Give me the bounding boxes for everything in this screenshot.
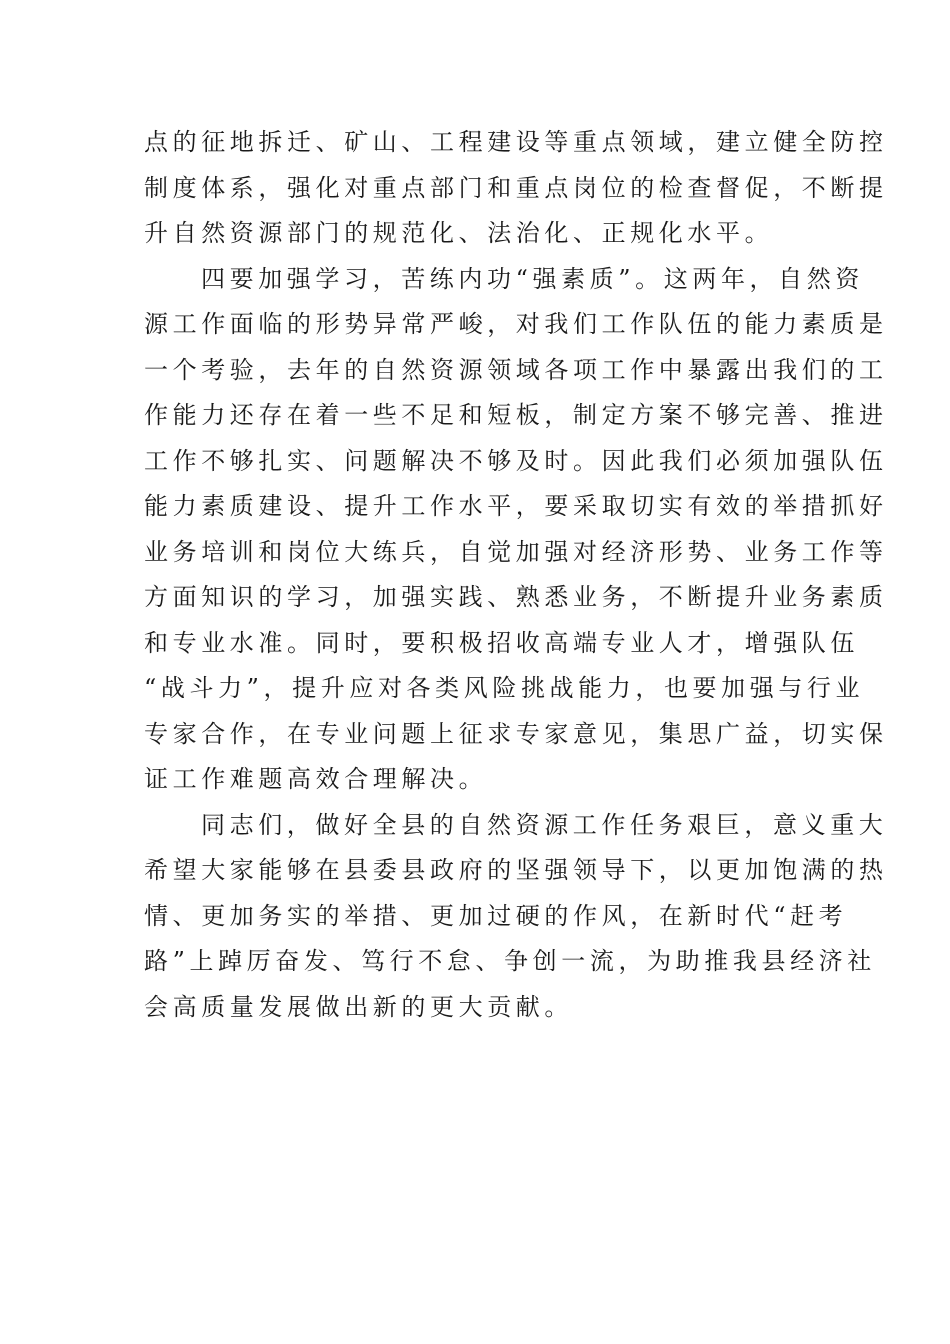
text-line: 专家合作，在专业问题上征求专家意见，集思广益，切实保 <box>144 719 888 748</box>
text-line: 制度体系，强化对重点部门和重点岗位的检查督促，不断提 <box>144 173 888 202</box>
text-line: 一个考验，去年的自然资源领域各项工作中暴露出我们的工 <box>144 355 888 384</box>
text-line: 点的征地拆迁、矿山、工程建设等重点领域，建立健全防控 <box>144 128 888 156</box>
text-line: 方面知识的学习，加强实践、熟悉业务，不断提升业务素质 <box>144 583 888 611</box>
text-line: 业务培训和岗位大练兵，自觉加强对经济形势、业务工作等 <box>144 537 888 566</box>
text-line: “战斗力”，提升应对各类风险挑战能力，也要加强与行业 <box>144 674 865 702</box>
text-line: 工作不够扎实、问题解决不够及时。因此我们必须加强队伍 <box>144 446 888 475</box>
paragraph <box>144 257 888 803</box>
text-line: 希望大家能够在县委县政府的坚强领导下，以更加饱满的热 <box>144 856 888 884</box>
text-line: 能力素质建设、提升工作水平，要采取切实有效的举措抓好 <box>144 492 888 520</box>
text-line: 四要加强学习，苦练内功“强素质”。这两年，自然资 <box>201 264 864 293</box>
text-line: 会高质量发展做出新的更大贡献。 <box>144 992 573 1021</box>
paragraph <box>144 803 888 1031</box>
text-line: 升自然资源部门的规范化、法治化、正规化水平。 <box>144 219 774 247</box>
text-line: 路”上踔厉奋发、笃行不怠、争创一流，为助推我县经济社 <box>144 947 876 975</box>
text-line: 源工作面临的形势异常严峻，对我们工作队伍的能力素质是 <box>144 310 888 338</box>
text-line: 情、更加务实的举措、更加过硬的作风，在新时代“赶考 <box>144 901 848 930</box>
text-line: 证工作难题高效合理解决。 <box>144 765 488 793</box>
paragraph <box>144 120 888 257</box>
document-body <box>144 120 888 1030</box>
text-line: 作能力还存在着一些不足和短板，制定方案不够完善、推进 <box>144 401 888 429</box>
text-line: 同志们，做好全县的自然资源工作任务艰巨，意义重大 <box>201 810 888 839</box>
text-line: 和专业水准。同时，要积极招收高端专业人才，增强队伍 <box>144 628 859 657</box>
